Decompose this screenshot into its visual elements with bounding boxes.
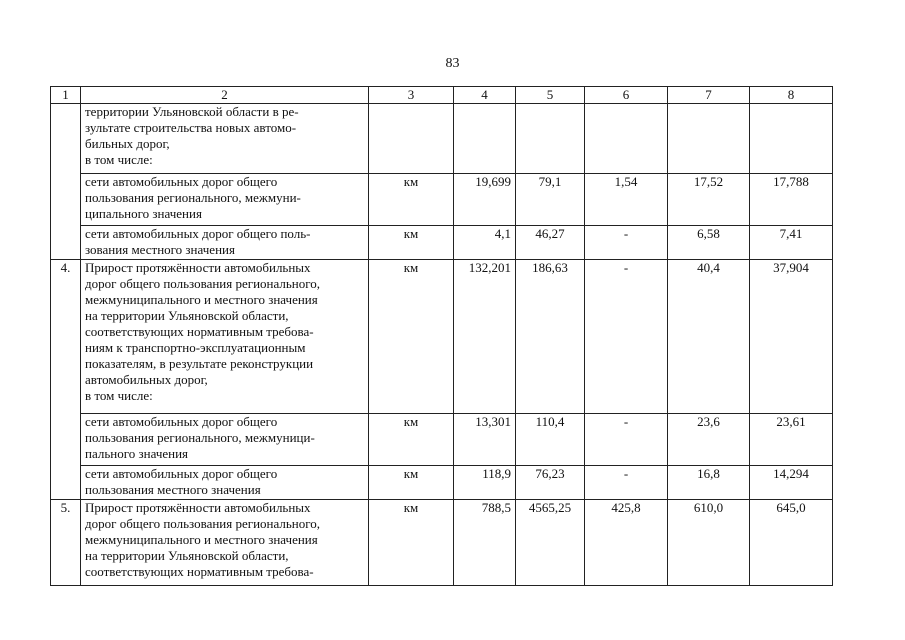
row-col4: 118,9 xyxy=(454,466,516,500)
row-unit: км xyxy=(369,500,454,586)
row-description: сети автомобильных дорог общего пользования регионального, межмуни- ципального значения xyxy=(81,174,369,226)
row-col6: 1,54 xyxy=(585,174,668,226)
column-header: 2 xyxy=(81,87,369,104)
row-col5 xyxy=(516,104,585,174)
row-col6: - xyxy=(585,260,668,414)
row-unit: км xyxy=(369,226,454,260)
row-unit: км xyxy=(369,414,454,466)
row-number xyxy=(51,104,81,260)
column-header: 4 xyxy=(454,87,516,104)
table-row xyxy=(51,414,833,466)
row-unit: км xyxy=(369,174,454,226)
row-col6: - xyxy=(585,226,668,260)
row-col8: 645,0 xyxy=(750,500,833,586)
row-description: территории Ульяновской области в ре- зультате строительства новых автомо- бильных дорог, в том числе: xyxy=(81,104,369,174)
page-number: 83 xyxy=(445,56,460,71)
column-header: 3 xyxy=(369,87,454,104)
row-col5: 46,27 xyxy=(516,226,585,260)
column-header: 8 xyxy=(750,87,833,104)
row-description: сети автомобильных дорог общего пользования регионального, межмуници- пального значения xyxy=(81,414,369,466)
row-col5: 76,23 xyxy=(516,466,585,500)
row-col5: 4565,25 xyxy=(516,500,585,586)
row-number: 4. xyxy=(51,260,81,500)
row-col7: 40,4 xyxy=(668,260,750,414)
table-row xyxy=(51,174,833,226)
row-col6: - xyxy=(585,466,668,500)
row-col8: 17,788 xyxy=(750,174,833,226)
table-row xyxy=(51,466,833,500)
row-col8: 23,61 xyxy=(750,414,833,466)
row-col8: 37,904 xyxy=(750,260,833,414)
column-header: 7 xyxy=(668,87,750,104)
row-col4: 788,5 xyxy=(454,500,516,586)
row-col8: 14,294 xyxy=(750,466,833,500)
column-header: 5 xyxy=(516,87,585,104)
row-col4: 13,301 xyxy=(454,414,516,466)
column-header: 1 xyxy=(51,87,81,104)
row-col4: 4,1 xyxy=(454,226,516,260)
row-col6: 425,8 xyxy=(585,500,668,586)
table-row xyxy=(51,500,833,586)
row-col7: 6,58 xyxy=(668,226,750,260)
data-table xyxy=(50,86,833,586)
row-col5: 186,63 xyxy=(516,260,585,414)
row-description: Прирост протяжённости автомобильных дорог общего пользования регионального, межмуниципального и местного значения на территории Ульяновской области, соответствующих нормативным требова- ниям к транспортно-эксплуатационным показателям, в результате реконструкции автомобильных дорог, в том числе: xyxy=(81,260,369,414)
row-col4: 19,699 xyxy=(454,174,516,226)
table-header-row xyxy=(51,87,833,104)
row-col8: 7,41 xyxy=(750,226,833,260)
row-col7: 17,52 xyxy=(668,174,750,226)
row-description: Прирост протяжённости автомобильных дорог общего пользования регионального, межмуниципального и местного значения на территории Ульяновской области, соответствующих нормативным требова- xyxy=(81,500,369,586)
table-row xyxy=(51,226,833,260)
row-col7 xyxy=(668,104,750,174)
row-col6 xyxy=(585,104,668,174)
row-col5: 110,4 xyxy=(516,414,585,466)
row-unit xyxy=(369,104,454,174)
row-description: сети автомобильных дорог общего поль- зования местного значения xyxy=(81,226,369,260)
row-number: 5. xyxy=(51,500,81,586)
row-col7: 16,8 xyxy=(668,466,750,500)
row-col8 xyxy=(750,104,833,174)
row-unit: км xyxy=(369,466,454,500)
row-unit: км xyxy=(369,260,454,414)
row-col4 xyxy=(454,104,516,174)
row-col7: 23,6 xyxy=(668,414,750,466)
row-col7: 610,0 xyxy=(668,500,750,586)
table-row xyxy=(51,104,833,174)
column-header: 6 xyxy=(585,87,668,104)
row-col5: 79,1 xyxy=(516,174,585,226)
table-row xyxy=(51,260,833,414)
row-description: сети автомобильных дорог общего пользования местного значения xyxy=(81,466,369,500)
row-col4: 132,201 xyxy=(454,260,516,414)
row-col6: - xyxy=(585,414,668,466)
